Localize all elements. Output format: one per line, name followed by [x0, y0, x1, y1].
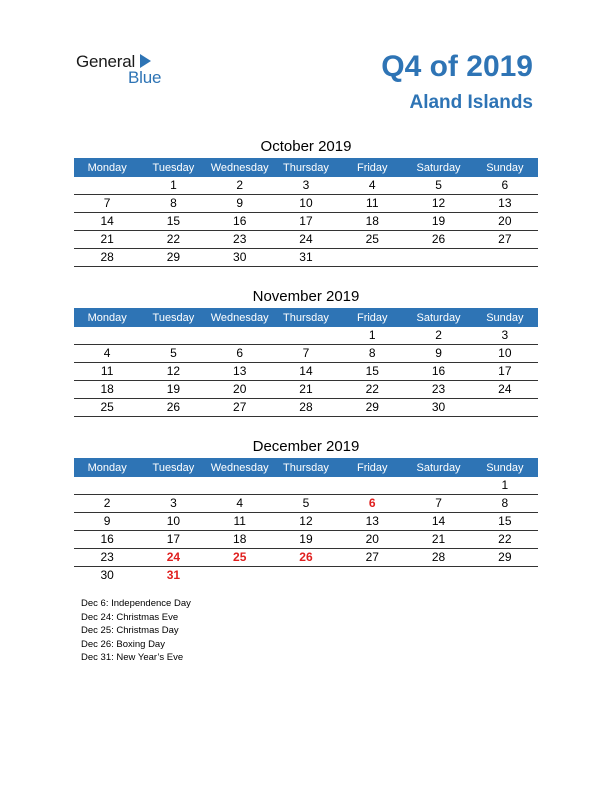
day-cell: 17 [472, 363, 538, 381]
day-cell: 1 [140, 177, 206, 195]
weekday-header-monday: Monday [74, 308, 140, 327]
holiday-list-item: Dec 31: New Year’s Eve [81, 652, 184, 663]
day-cell: 25 [74, 399, 140, 417]
weekday-header-row [74, 458, 538, 477]
day-cell: 11 [207, 513, 273, 531]
week-row [74, 549, 538, 567]
week-row [74, 399, 538, 417]
day-cell: 7 [273, 345, 339, 363]
day-cell: 8 [339, 345, 405, 363]
empty-day-cell [74, 327, 140, 345]
month-title: December 2019 [252, 438, 360, 455]
weekday-header-saturday: Saturday [405, 458, 471, 477]
day-cell: 20 [472, 213, 538, 231]
day-cell: 26 [405, 231, 471, 249]
day-cell: 23 [405, 381, 471, 399]
day-cell: 4 [207, 495, 273, 513]
day-cell: 18 [339, 213, 405, 231]
empty-day-cell [273, 567, 339, 585]
day-cell: 3 [140, 495, 206, 513]
week-row [74, 195, 538, 213]
day-cell: 9 [74, 513, 140, 531]
weekday-header-thursday: Thursday [273, 458, 339, 477]
weekday-header-sunday: Sunday [472, 458, 538, 477]
empty-day-cell [207, 327, 273, 345]
day-cell: 10 [273, 195, 339, 213]
day-cell: 16 [405, 363, 471, 381]
day-cell: 23 [207, 231, 273, 249]
empty-day-cell [405, 477, 471, 495]
day-cell: 29 [339, 399, 405, 417]
week-row [74, 249, 538, 267]
day-cell: 1 [472, 477, 538, 495]
week-row [74, 531, 538, 549]
day-cell: 5 [405, 177, 471, 195]
day-cell: 13 [207, 363, 273, 381]
week-row [74, 213, 538, 231]
week-row [74, 381, 538, 399]
weekday-header-tuesday: Tuesday [140, 158, 206, 177]
logo-blue-text: Blue [128, 68, 162, 87]
day-cell: 2 [405, 327, 471, 345]
day-cell: 6 [207, 345, 273, 363]
day-cell: 8 [472, 495, 538, 513]
day-cell: 15 [339, 363, 405, 381]
day-cell: 18 [207, 531, 273, 549]
day-cell: 7 [74, 195, 140, 213]
weekday-header-thursday: Thursday [273, 308, 339, 327]
empty-day-cell [472, 399, 538, 417]
day-cell: 23 [74, 549, 140, 567]
day-cell: 13 [472, 195, 538, 213]
empty-day-cell [74, 177, 140, 195]
day-cell: 3 [273, 177, 339, 195]
empty-day-cell [339, 249, 405, 267]
day-cell: 27 [472, 231, 538, 249]
day-cell: 30 [405, 399, 471, 417]
weekday-header-row [74, 308, 538, 327]
day-cell: 8 [140, 195, 206, 213]
day-cell: 11 [339, 195, 405, 213]
day-cell: 4 [339, 177, 405, 195]
holiday-list-item: Dec 26: Boxing Day [81, 638, 165, 650]
empty-day-cell [339, 477, 405, 495]
day-cell: 9 [405, 345, 471, 363]
page-title: Q4 of 2019 [381, 50, 533, 83]
weekday-header-sunday: Sunday [472, 158, 538, 177]
day-cell: 12 [140, 363, 206, 381]
day-cell: 15 [472, 513, 538, 531]
month-december [74, 437, 538, 584]
weekday-header-saturday: Saturday [405, 158, 471, 177]
month-title: November 2019 [252, 288, 360, 305]
logo-general-text: General [76, 52, 136, 71]
day-cell: 21 [405, 531, 471, 549]
day-cell: 2 [74, 495, 140, 513]
week-row [74, 513, 538, 531]
weekday-header-row [74, 158, 538, 177]
week-row [74, 231, 538, 249]
week-row [74, 345, 538, 363]
week-row [74, 477, 538, 495]
day-cell: 20 [207, 381, 273, 399]
month-november [74, 287, 538, 417]
day-cell: 29 [140, 249, 206, 267]
weekday-header-monday: Monday [74, 458, 140, 477]
empty-day-cell [207, 567, 273, 585]
empty-day-cell [140, 327, 206, 345]
page-subtitle: Aland Islands [409, 92, 533, 113]
day-cell: 30 [207, 249, 273, 267]
week-row [74, 177, 538, 195]
holiday-list-item: Dec 6: Independence Day [81, 598, 191, 609]
day-cell: 21 [74, 231, 140, 249]
day-cell: 12 [273, 513, 339, 531]
day-cell: 30 [100, 568, 114, 582]
day-cell: 27 [207, 399, 273, 417]
day-cell: 28 [405, 549, 471, 567]
day-cell: 28 [273, 399, 339, 417]
weekday-header-friday: Friday [339, 458, 405, 477]
day-cell: 24 [273, 231, 339, 249]
day-cell: 26 [140, 399, 206, 417]
weekday-header-wednesday: Wednesday [207, 308, 273, 327]
day-cell: 29 [472, 549, 538, 567]
weekday-header-friday: Friday [339, 308, 405, 327]
holiday-day-cell: 6 [339, 495, 405, 513]
day-cell: 5 [140, 345, 206, 363]
day-cell: 18 [74, 381, 140, 399]
holiday-day-cell: 26 [273, 549, 339, 567]
empty-day-cell [140, 477, 206, 495]
holiday-day-cell: 24 [140, 549, 206, 567]
week-row [74, 363, 538, 381]
day-cell: 19 [273, 531, 339, 549]
day-cell: 31 [273, 249, 339, 267]
day-cell: 16 [74, 531, 140, 549]
day-cell: 17 [140, 531, 206, 549]
calendar-table [74, 158, 538, 267]
holiday-day-cell: 31 [166, 568, 181, 582]
day-cell: 14 [405, 513, 471, 531]
day-cell: 27 [339, 549, 405, 567]
day-cell: 3 [472, 327, 538, 345]
day-cell: 21 [273, 381, 339, 399]
day-cell: 25 [339, 231, 405, 249]
month-october [74, 137, 538, 267]
calendar-table [74, 458, 538, 584]
day-cell: 9 [207, 195, 273, 213]
logo-triangle-icon [140, 54, 151, 68]
holiday-list-item: Dec 24: Christmas Eve [81, 611, 179, 623]
day-cell: 2 [207, 177, 273, 195]
weekday-header-monday: Monday [74, 158, 140, 177]
day-cell: 12 [405, 195, 471, 213]
weekday-header-tuesday: Tuesday [140, 458, 206, 477]
holiday-list [81, 597, 191, 665]
day-cell: 28 [74, 249, 140, 267]
day-cell: 5 [273, 495, 339, 513]
calendar-table [74, 308, 538, 417]
week-row [74, 567, 538, 585]
day-cell: 14 [273, 363, 339, 381]
empty-day-cell [273, 477, 339, 495]
weekday-header-wednesday: Wednesday [207, 158, 273, 177]
day-cell: 1 [339, 327, 405, 345]
empty-day-cell [74, 477, 140, 495]
weekday-header-tuesday: Tuesday [140, 308, 206, 327]
day-cell: 17 [273, 213, 339, 231]
weekday-header-wednesday: Wednesday [207, 458, 273, 477]
day-cell: 20 [339, 531, 405, 549]
day-cell: 7 [405, 495, 471, 513]
day-cell: 4 [74, 345, 140, 363]
empty-day-cell [405, 249, 471, 267]
week-row [74, 495, 538, 513]
day-cell: 24 [472, 381, 538, 399]
holiday-list-item: Dec 25: Christmas Day [81, 625, 179, 636]
day-cell: 14 [74, 213, 140, 231]
weekday-header-sunday: Sunday [472, 308, 538, 327]
week-row [74, 327, 538, 345]
weekday-header-saturday: Saturday [405, 308, 471, 327]
day-cell: 19 [140, 381, 206, 399]
empty-day-cell [472, 249, 538, 267]
empty-day-cell [207, 477, 273, 495]
day-cell: 10 [472, 345, 538, 363]
empty-day-cell [339, 567, 405, 585]
weekday-header-friday: Friday [339, 158, 405, 177]
day-cell: 13 [339, 513, 405, 531]
month-title: October 2019 [260, 138, 352, 155]
empty-day-cell [405, 567, 471, 585]
day-cell: 16 [207, 213, 273, 231]
day-cell: 22 [140, 231, 206, 249]
empty-day-cell [273, 327, 339, 345]
day-cell: 22 [472, 531, 538, 549]
day-cell: 19 [405, 213, 471, 231]
holiday-day-cell: 25 [207, 549, 273, 567]
day-cell: 11 [74, 363, 140, 381]
day-cell: 6 [472, 177, 538, 195]
empty-day-cell [472, 567, 538, 585]
day-cell: 15 [140, 213, 206, 231]
day-cell: 22 [339, 381, 405, 399]
day-cell: 10 [140, 513, 206, 531]
weekday-header-thursday: Thursday [273, 158, 339, 177]
